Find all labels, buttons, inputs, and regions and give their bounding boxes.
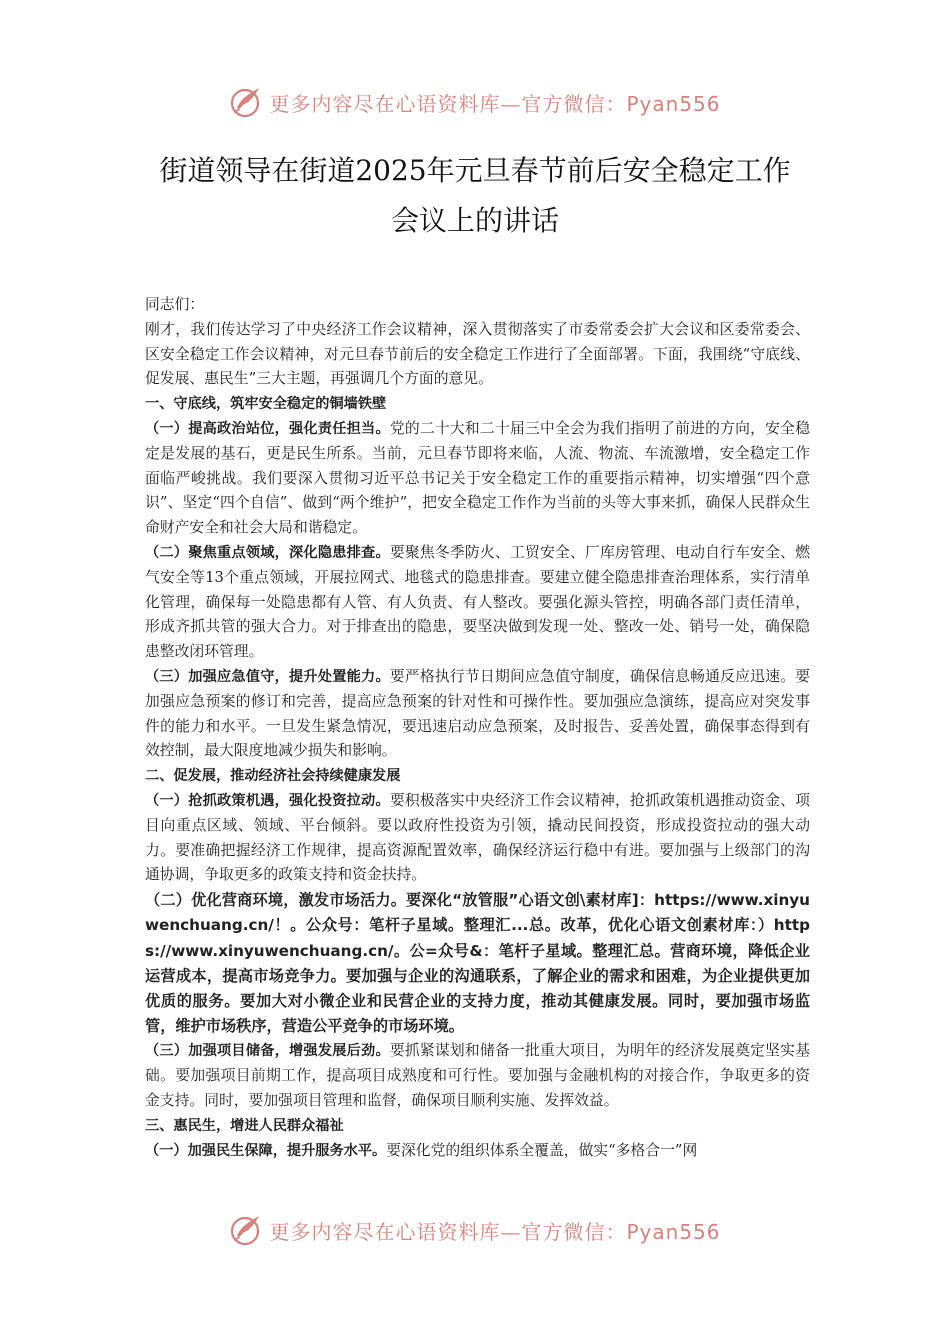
paragraph-5: （二）优化营商环境，激发市场活力。要深化“放管服”心语文创\素材库]：https://www.xinyuwenchuang.cn/！。公众号：笔杆子星域。整理汇...总。改革，优化心语文创素材库：）https://www.xinyuwenchuang.cn/。公=众号&：笔杆子星域。整理汇总。营商环境，降低企业运营成本，提高市场竞争力。要加强与企业的沟通联系，了解企业的需求和困难，为企业提供更加优质的服务。要加大对小微企业和民营企业的支持力度，推动其健康发展。同时，要加强市场监管，维护市场秩序，营造公平竞争的市场环境。 — [145, 891, 810, 1036]
paragraph-7 — [145, 1139, 810, 1164]
salutation: 同志们： — [145, 296, 205, 313]
paragraph-6-text: 要抓紧谋划和储备一批重大项目，为明年的经济发展奠定坚实基础。要加强项目前期工作，提高项目成熟度和可行性。要加强与金融机构的对接合作，争取更多的资金支持。同时，要加强项目管理和监督，确保项目顺利实施、发挥效益。 — [145, 1042, 810, 1109]
paragraph-1-text: 党的二十大和二十届三中全会为我们指明了前进的方向，安全稳定是发展的基石，更是民生所系。当前，元旦春节即将来临，人流、物流、车流激增，安全稳定工作面临严峻挑战。我们要深入贯彻习近平总书记关于安全稳定工作的重要指示精神，切实增强“四个意识”、坚定“四个自信”、做到“两个维护”，把安全稳定工作作为当前的头等大事来抓，确保人民群众生命财产安全和社会大局和谐稳定。 — [145, 419, 810, 537]
banner-text: 更多内容尽在心语资料库—官方微信：Pyan556 — [269, 91, 721, 116]
document-title — [0, 146, 950, 246]
banner-content — [229, 84, 720, 120]
title-line-2: 会议上的讲话 — [390, 204, 559, 237]
paragraph-3 — [145, 665, 810, 764]
banner-content — [229, 1212, 720, 1248]
paragraph-3-text: 要严格执行节日期间应急值守制度，确保信息畅通反应迅速。要加强应急预案的修订和完善，提高应急预案的针对性和可操作性。要加强应急演练，提高应对突发事件的能力和水平。一旦发生紧急情况，要迅速启动应急预案，及时报告、妥善处置，确保事态得到有效控制，最大限度地减少损失和影响。 — [145, 667, 810, 760]
paragraph-2 — [145, 541, 810, 665]
pen-logo-icon — [229, 1212, 265, 1248]
header-banner — [0, 82, 950, 122]
wechat-id: Pyan556 — [626, 91, 721, 116]
paragraph-6-lead: （三）加强项目储备，增强发展后劲。 — [145, 1043, 390, 1060]
wechat-id: Pyan556 — [626, 1219, 721, 1244]
paragraph-4-text: 要积极落实中央经济工作会议精神，抢抓政策机遇推动资金、项目向重点区域、领域、平台倾斜。要以政府性投资为引领，撬动民间投资，形成投资拉动的强大动力。要准确把握经济工作规律，提高资源配置效率，确保经济运行稳中有进。要加强与上级部门的沟通协调，争取更多的政策支持和资金扶持。 — [145, 791, 810, 884]
footer-banner — [0, 1210, 950, 1250]
paragraph-7-lead: （一）加强民生保障，提升服务水平。 — [145, 1142, 387, 1159]
intro-paragraph: 刚才，我们传达学习了中央经济工作会议精神，深入贯彻落实了市委常委会扩大会议和区委常委会、区安全稳定工作会议精神，对元旦春节前后的安全稳定工作进行了全面部署。下面，我围绕“守底线、促发展、惠民生”三大主题，再强调几个方面的意见。 — [145, 320, 810, 388]
section-heading-3: 三、惠民生，增进人民群众福祉 — [145, 1117, 344, 1134]
document-body — [145, 293, 810, 1163]
section-heading-1: 一、守底线，筑牢安全稳定的铜墙铁壁 — [145, 396, 387, 413]
paragraph-3-lead: （三）加强应急值守，提升处置能力。 — [145, 668, 390, 685]
pen-logo-icon — [229, 84, 265, 120]
section-heading-2: 二、促发展，推动经济社会持续健康发展 — [145, 768, 401, 785]
paragraph-4 — [145, 789, 810, 888]
paragraph-2-lead: （二）聚焦重点领域，深化隐患排查。 — [145, 544, 390, 561]
paragraph-2-text: 要聚焦冬季防火、工贸安全、厂库房管理、电动自行车安全、燃气安全等13个重点领域，开展拉网式、地毯式的隐患排查。要建立健全隐患排查治理体系，实行清单化管理，确保每一处隐患都有人管、有人负责、有人整改。要强化源头管控，明确各部门责任清单，形成齐抓共管的强大合力。对于排查出的隐患，要坚决做到发现一处、整改一处、销号一处，确保隐患整改闭环管理。 — [145, 543, 810, 661]
paragraph-1-lead: （一）提高政治站位，强化责任担当。 — [145, 420, 390, 437]
paragraph-1 — [145, 417, 810, 541]
banner-text: 更多内容尽在心语资料库—官方微信：Pyan556 — [269, 1219, 721, 1244]
paragraph-4-lead: （一）抢抓政策机遇，强化投资拉动。 — [145, 792, 390, 809]
title-line-1: 街道领导在街道2025年元旦春节前后安全稳定工作 — [159, 154, 791, 187]
paragraph-6 — [145, 1039, 810, 1113]
paragraph-7-text: 要深化党的组织体系全覆盖，做实“多格合一”网 — [386, 1141, 698, 1159]
